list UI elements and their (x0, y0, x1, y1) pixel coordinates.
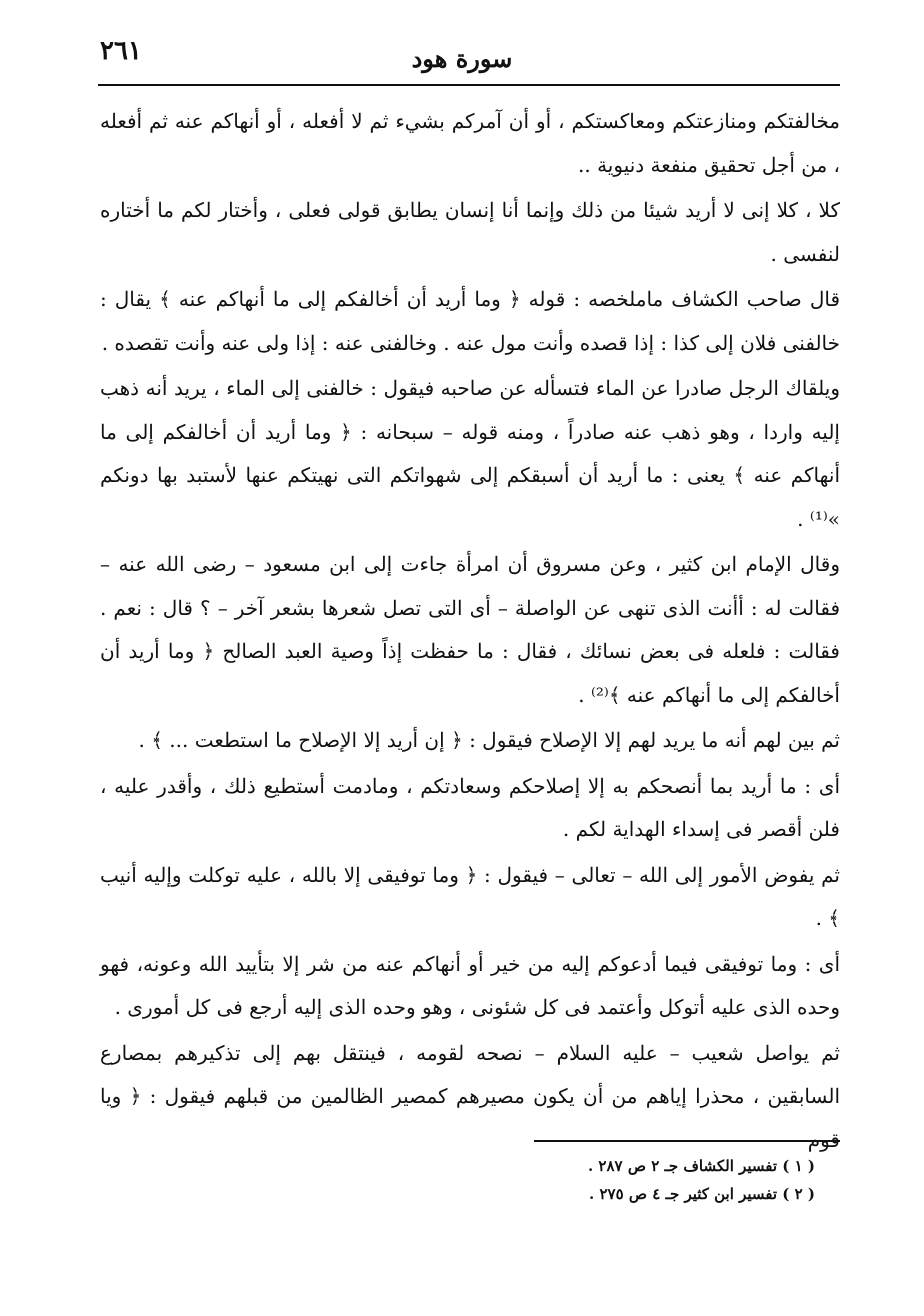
footnote-1: ( ١ ) تفسير الكشاف جـ ٢ ص ٢٨٧ . (587, 1157, 815, 1175)
footnote-2: ( ٢ ) تفسير ابن كثير جـ ٤ ص ٢٧٥ . (589, 1185, 815, 1203)
paragraph-4: ويلقاك الرجل صادرا عن الماء فتسأله عن صاحبه فيقول : خالفنى إلى الماء ، يريد أنه ذهب إليه واردا ، وهو ذهب عنه صادراً ، ومنه قوله – سبحانه : ﴿ وما أريد أن أخالفكم إلى ما أنهاكم عنه ﴾ يعنى : ما أريد أن أسبقكم إلى شهواتكم التى نهيتكم عنها لأستبد بها دونكم »⁽¹⁾ . (100, 376, 840, 531)
footnotes (470, 1152, 815, 1208)
footnote-divider (534, 1140, 840, 1142)
header-divider (98, 84, 840, 86)
running-title: سورة هود (411, 44, 513, 73)
paragraph-1: مخالفتكم ومنازعتكم ومعاكستكم ، أو أن آمركم بشيء ثم لا أفعله ، أو أنهاكم عنه ثم أفعله ، من أجل تحقيق منفعة دنيوية .. (100, 109, 840, 177)
paragraph-9: أى : وما توفيقى فيما أدعوكم إليه من خير أو أنهاكم عنه من شر إلا بتأييد الله وعونه، فهو وحده الذى عليه أتوكل وأعتمد فى كل شئونى ، وهو وحده الذى إليه أرجع فى كل أمورى . (100, 951, 840, 1019)
paragraph-3: قال صاحب الكشاف ماملخصه : قوله ﴿ وما أريد أن أخالفكم إلى ما أنهاكم عنه ﴾ يقال : خالفنى فلان إلى كذا : إذا قصده وأنت مول عنه . وخالفنى عنه : إذا ولى عنه وأنت تقصده . (100, 287, 840, 355)
page-number: ٢٦١ (100, 36, 142, 66)
paragraph-10: ثم يواصل شعيب – عليه السلام – نصحه لقومه ، فينتقل بهم إلى تذكيرهم بمصارع السابقين ، محذرا إياهم من أن يكون مصيرهم كمصير الظالمين من قبلهم فيقول : ﴿ ويا قوم (100, 1040, 840, 1152)
paragraph-6: ثم بين لهم أنه ما يريد لهم إلا الإصلاح فيقول : ﴿ إن أريد إلا الإصلاح ما استطعت ... ﴾ . (138, 728, 840, 752)
paragraph-5: وقال الإمام ابن كثير ، وعن مسروق أن امرأة جاءت إلى ابن مسعود – رضى الله عنه – فقالت له : أأنت الذى تنهى عن الواصلة – أى التى تصل شعرها بشعر آخر – ؟ قال : نعم . فقالت : فلعله فى بعض نسائك ، فقال : ما حفظت إذاً وصية العبد الصالح ﴿ وما أريد أن أخالفكم إلى ما أنهاكم عنه ﴾⁽²⁾ . (100, 552, 840, 707)
paragraph-8: ثم يفوض الأمور إلى الله – تعالى – فيقول : ﴿ وما توفيقى إلا بالله ، عليه توكلت وإليه أنيب ﴾ . (100, 862, 840, 930)
body-text (100, 100, 840, 1162)
paragraph-7: أى : ما أريد بما أنصحكم به إلا إصلاحكم وسعادتكم ، ومادمت أستطيع ذلك ، وأقدر عليه ، فلن أقصر فى إسداء الهداية لكم . (100, 773, 840, 841)
paragraph-2: كلا ، كلا إنى لا أريد شيئا من ذلك وإنما أنا إنسان يطابق قولى فعلى ، وأختار لكم ما أختاره لنفسى . (100, 198, 840, 266)
